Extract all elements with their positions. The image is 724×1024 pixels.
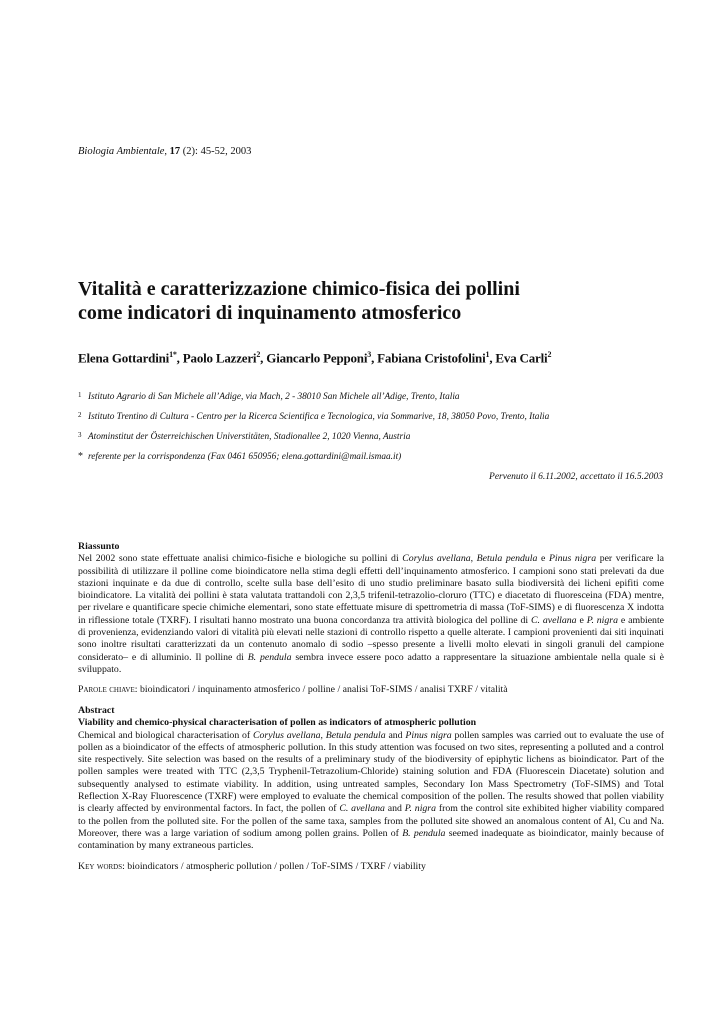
keywords-list: : bioindicatori / inquinamento atmosferico / polline / analisi ToF-SIMS / analisi TXRF / vitalità — [134, 684, 508, 696]
author-affil-mark: 2 — [547, 350, 552, 359]
species-name: Corylus avellana — [402, 553, 471, 565]
affiliation-list — [78, 391, 678, 471]
keywords-label: Parole chiave — [78, 684, 135, 696]
text-run: , — [470, 553, 477, 565]
riassunto-heading: Riassunto — [78, 541, 120, 552]
journal-volume: 17 — [169, 146, 181, 157]
author-name: Fabiana Cristofolini — [377, 350, 486, 366]
text-run: sembra invece essere poco adatto a rappresentare la situazione ambientale nella quale si è sviluppato. — [78, 651, 664, 675]
riassunto-body — [78, 553, 664, 676]
abstract-section — [78, 705, 664, 873]
title-line-2: come indicatori di inquinamento atmosferico — [78, 302, 462, 324]
affiliation-text: Atominstitut der Österreichischen Universtitäten, Stadionallee 2, 1020 Vienna, Austria — [88, 432, 411, 442]
species-name: B. pendula — [247, 651, 292, 663]
text-run: e — [576, 614, 587, 626]
abstract-heading: Abstract — [78, 705, 115, 716]
species-name: Betula pendula — [325, 729, 386, 741]
species-name: Pinus nigra — [405, 729, 452, 741]
affiliation-mark: 1 — [78, 391, 82, 399]
species-name: Corylus avellana — [252, 729, 321, 741]
text-run: per verificare la possibilità di utilizzare il polline come bioindicatore nella stima degli effetti dell’inquinamento atmosferico. I campioni sono stati prelevati da due stazioni inquinate e da due di controllo, scelte sulla base dell’esito di uno studio preliminare basato sulla biodiversità dei licheni epifiti come bioindicatore. La vitalità dei pollini è stata valutata trattandoli con 2,3,5 trifenil-tetrazolio-cloruro (TTC) e diacetato di fluoresceina (FDA) mentre, per rivelare e quantificare specie chimiche elementari, sono state effettuate misure di spettrometria di massa (ToF-SIMS) e di fluorescenza X indotta in riflessione totale (TXRF). I risultati hanno mostrato una buona concordanza tra attività biologica del polline di — [78, 553, 664, 626]
author-sep: , — [371, 350, 378, 366]
text-run: Nel 2002 sono state effettuate analisi chimico-fisiche e biologiche su pollini di — [78, 553, 403, 565]
affiliation-mark: 3 — [78, 431, 82, 439]
affiliation-text: Istituto Trentino di Cultura - Centro per la Ricerca Scientifica e Tecnologica, via Sommarive, 18, 38050 Povo, Trento, Italia — [88, 412, 550, 422]
affiliation — [78, 431, 678, 451]
species-name: Pinus nigra — [548, 553, 597, 565]
species-name: C. avellana — [339, 803, 385, 815]
affiliation-mark: 2 — [78, 411, 82, 419]
text-run: and — [385, 729, 406, 741]
author-sep: , — [260, 350, 267, 366]
author-affil-mark: 1* — [169, 350, 177, 359]
abstract-english-title: Viability and chemico-physical characterisation of pollen as indicators of atmospheric pollution — [78, 717, 477, 729]
species-name: B. pendula — [402, 827, 446, 839]
affiliation-text: referente per la corrispondenza (Fax 0461 650956; elena.gottardini@mail.ismaa.it) — [88, 452, 402, 462]
text-run: pollen samples was carried out to evaluate the use of pollen as a bioindicator of the effects of atmospheric pollution. In this study attention was focused on two sites, representing a polluted and a control site respectively. Site selection was based on the results of a preliminary study of the biodiversity of epiphytic lichens as bioindicator. Part of the pollen samples were treated with TTC (2,3,5 Tryphenil-Tetrazolium-Chloride) staining solution and FDA (Fluorescein Diacetate) solution and subsequently analysed to estimate viability. In addition, using untreated samples, Secondary Ion Mass Spectrometry (ToF-SIMS) and Total Reflection X-Ray Fluorescence (TXRF) were employed to evaluate the chemical composition of the pollen. The results showed that pollen viability is clearly affected by environmental factors. In fact, the pollen of — [78, 729, 664, 815]
author-affil-mark: 1 — [485, 350, 490, 359]
journal-citation — [78, 146, 251, 157]
title-line-1: Vitalità e caratterizzazione chimico-fisica dei pollini — [78, 278, 520, 300]
author-affil-mark: 2 — [256, 350, 261, 359]
affiliation — [78, 411, 678, 431]
journal-name: Biologia Ambientale — [78, 146, 165, 157]
author-name: Giancarlo Pepponi — [266, 350, 368, 366]
author-sep: , — [176, 350, 183, 366]
author-name: Eva Carli — [495, 350, 548, 366]
author-name: Paolo Lazzeri — [182, 350, 257, 366]
abstract-body — [78, 730, 664, 853]
affiliation-text: Istituto Agrario di San Michele all’Adige, via Mach, 2 - 38010 San Michele all’Adige, Trento, Italia — [88, 392, 460, 402]
parole-chiave — [78, 684, 664, 696]
author-name: Elena Gottardini — [78, 350, 170, 366]
species-name: P. nigra — [586, 614, 618, 626]
key-words — [78, 861, 664, 873]
text-run: from the control site exhibited higher viability compared to the pollen from the polluted site. For the pollen of the same taxa, samples from the polluted site showed an anomalous content of Al, Cu and Na. Moreover, there was a large variation of sodium among pollen grains. Pollen of — [78, 803, 664, 839]
text-run: and — [384, 803, 405, 815]
text-run: Chemical and biological characterisation of — [78, 729, 253, 741]
corresponding-author-note — [78, 451, 678, 471]
journal-sep: , — [164, 146, 170, 157]
keywords-label: Key words — [78, 860, 123, 872]
received-dates: Pervenuto il 6.11.2002, accettato il 16.5.2003 — [489, 472, 663, 482]
author-sep: , — [489, 350, 496, 366]
affiliation — [78, 391, 678, 411]
keywords-list: : bioindicators / atmospheric pollution / pollen / ToF-SIMS / TXRF / viability — [122, 860, 426, 872]
journal-issue-pages: (2): 45-52, 2003 — [180, 146, 252, 157]
text-run: e ambiente di provenienza, evidenziando valori di vitalità più elevati nelle stazioni di controllo rispetto a quelle alterate. I campioni provenienti dai siti inquinati sono inoltre risultati caratterizzati da un contenuto anomalo di sodio –spesso presente a livelli molto elevati in singoli granuli del campione considerato– e di alluminio. Il polline di — [78, 614, 665, 663]
text-run: seemed inadequate as bioindicator, mainly because of contamination by many extraneous particles. — [78, 827, 664, 852]
species-name: Betula pendula — [476, 553, 538, 565]
author-affil-mark: 3 — [367, 350, 372, 359]
author-list — [78, 350, 678, 366]
text-run: , — [320, 729, 326, 741]
species-name: P. nigra — [404, 803, 437, 815]
text-run: e — [537, 553, 549, 565]
paper-title — [78, 277, 678, 325]
species-name: C. avellana — [530, 614, 577, 626]
affiliation-mark: * — [78, 451, 83, 462]
riassunto-section — [78, 541, 664, 697]
